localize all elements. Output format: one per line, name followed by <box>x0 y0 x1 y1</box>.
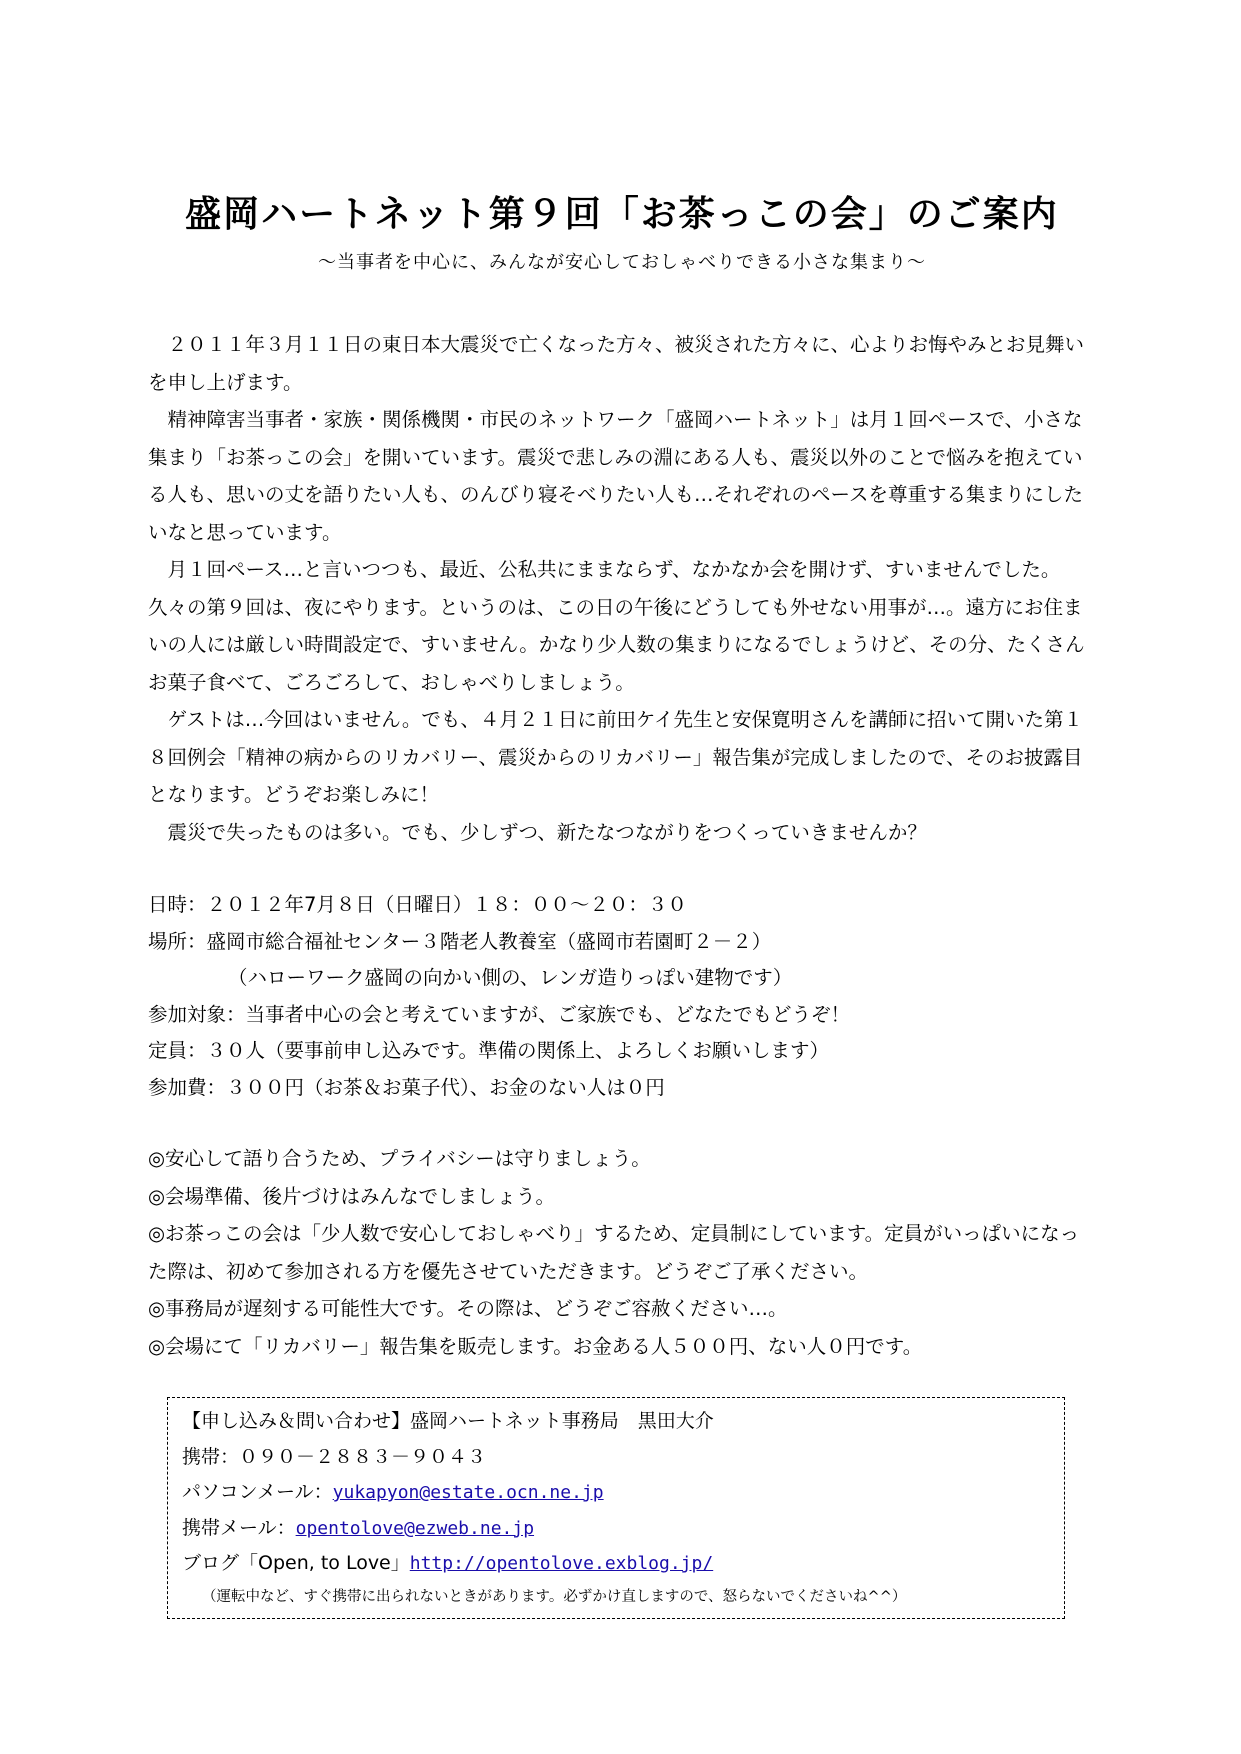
paragraph-schedule: 月１回ペース…と言いつつも、最近、公私共にままならず、なかなか会を開けず、すいませんでした。久々の第９回は、夜にやります。というのは、この日の午後にどうしても外せない用事が…。遠方にお住まいの人には厳しい時間設定で、すいません。かなり少人数の集まりになるでしょうけど、その分、たくさんお菓子食べて、ごろごろして、おしゃべりしましょう。 <box>148 558 1085 694</box>
detail-capacity: 定員：３０人（要事前申し込みです。準備の関係上、よろしくお願いします） <box>148 1039 829 1062</box>
mobile-mail-label: 携帯メール： <box>182 1516 296 1539</box>
event-details <box>148 887 1096 1106</box>
note-item: ◎会場にて「リカバリー」報告集を販売します。お金ある人５００円、ない人０円です。 <box>148 1334 923 1358</box>
note-item: ◎会場準備、後片づけはみんなでしましょう。 <box>148 1184 556 1208</box>
paragraph-intro: 精神障害当事者・家族・関係機関・市民のネットワーク「盛岡ハートネット」は月１回ペースで、小さな集まり「お茶っこの会」を開いています。震災で悲しみの淵にある人も、震災以外のことで悩みを抱えている人も、思いの丈を語りたい人も、のんびり寝そべりたい人も…それぞれのペースを尊重する集まりにしたいなと思っています。 <box>148 408 1084 544</box>
contact-box <box>167 1397 1065 1619</box>
detail-place-note: （ハローワーク盛岡の向かい側の、レンガ造りっぽい建物です） <box>228 966 793 989</box>
contact-pc-mail-row <box>182 1475 1064 1511</box>
page-subtitle: ～当事者を中心に、みんなが安心しておしゃべりできる小さな集まり～ <box>318 252 926 273</box>
contact-note: （運転中など、すぐ携帯に出られないときがあります。必ずかけ直しますので、怒らないでくださいね^^） <box>202 1588 907 1605</box>
note-item: ◎安心して語り合うため、プライバシーは守りましょう。 <box>148 1147 651 1170</box>
note-item: ◎お茶っこの会は「少人数で安心しておしゃべり」するため、定員制にしています。定員がいっぱいになった際は、初めて参加される方を優先させていただきます。どうぞご了承ください。 <box>148 1222 1080 1283</box>
paragraph-condolence: ２０１１年３月１１日の東日本大震災で亡くなった方々、被災された方々に、心よりお悔やみとお見舞いを申し上げます。 <box>148 333 1085 394</box>
mobile-mail-link[interactable]: opentolove@ezweb.ne.jp <box>295 1517 535 1539</box>
pc-mail-link[interactable]: yukapyon@estate.ocn.ne.jp <box>332 1482 604 1503</box>
contact-blog-row <box>182 1546 1064 1582</box>
page-title: 盛岡ハートネット第９回「お茶っこの会」のご案内 <box>185 194 1059 235</box>
detail-place: 場所：盛岡市総合福祉センター３階老人教養室（盛岡市若園町２－２） <box>148 929 772 953</box>
contact-heading: 【申し込み＆問い合わせ】盛岡ハートネット事務局 黒田大介 <box>182 1410 714 1432</box>
pc-mail-label: パソコンメール： <box>182 1481 333 1503</box>
note-item: ◎事務局が遅刻する可能性大です。その際は、どうぞご容赦ください…。 <box>148 1297 788 1320</box>
detail-datetime: 日時：２０１２年7月８日（日曜日）１８：００～２０：３０ <box>148 893 687 916</box>
detail-fee: 参加費：３００円（お茶＆お菓子代）、お金のない人は０円 <box>148 1075 665 1099</box>
body-text <box>148 326 1096 851</box>
blog-link[interactable]: http://opentolove.exblog.jp/ <box>409 1553 714 1574</box>
paragraph-closing: 震災で失ったものは多い。でも、少しずつ、新たなつながりをつくっていきませんか？ <box>167 820 927 844</box>
contact-mobile: 携帯：０９０－２８８３－９０４３ <box>182 1445 487 1468</box>
notes-list <box>148 1140 1096 1365</box>
detail-target: 参加対象：当事者中心の会と考えていますが、ご家族でも、どなたでもどうぞ！ <box>148 1002 851 1026</box>
paragraph-guest: ゲストは…今回はいません。でも、４月２１日に前田ケイ先生と安保寛明さんを講師に招いて開いた第１８回例会「精神の病からのリカバリー、震災からのリカバリー」報告集が完成しましたので、そのお披露目となります。どうぞお楽しみに！ <box>148 708 1084 806</box>
contact-mobile-mail-row <box>182 1511 1064 1547</box>
blog-label: ブログ「Open, to Love」 <box>182 1552 410 1574</box>
document-page <box>148 188 1096 1365</box>
